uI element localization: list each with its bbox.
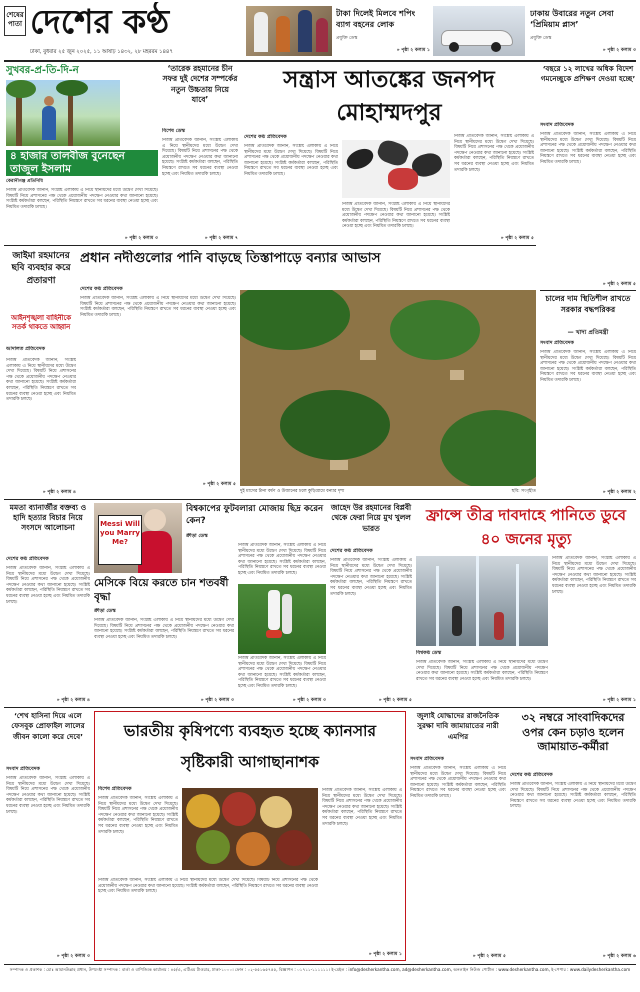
messi-body: নিজস্ব প্রতিবেদক জানান, সংশ্লিষ্ট এলাকায় এ নিয়ে স্থানীয়দের মধ্যে উদ্বেগ দেখা দিয়েছে। বিষয়টি নিয়ে প্রশাসনের পক্ষ থেকে প্রয়োজনীয় পদক্ষেপ নেওয়ার কথা জানানো হয়েছে। সংশ্লিষ্ট কর্মকর্তারা বলছেন, পরিস্থিতি নিয়ন্ত্রণে রাখতে সব ধরনের ব্যবস্থা নেওয়া হচ্ছে এবং নিয়মিত তদারকি চলছে। [94,618,234,640]
chaler-byline: সংবাদ প্রতিবেদক [540,340,574,346]
tarek-byline: বিশেষ ডেস্ক [162,128,185,134]
rule-right-col [540,290,636,291]
page-label: শেষের পাতা [6,11,24,28]
rule-row1 [4,245,536,246]
lead-body-col2: নিজস্ব প্রতিবেদক জানান, সংশ্লিষ্ট এলাকায় এ নিয়ে স্থানীয়দের মধ্যে উদ্বেগ দেখা দিয়েছে। বিষয়টি নিয়ে প্রশাসনের পক্ষ থেকে প্রয়োজনীয় পদক্ষেপ নেওয়ার কথা জানানো হয়েছে। সংশ্লিষ্ট কর্মকর্তারা বলছেন, পরিস্থিতি নিয়ন্ত্রণে রাখতে সব ধরনের ব্যবস্থা নেওয়া হচ্ছে এবং নিয়মিত তদারকি চলছে। [342,202,450,230]
football-byline: ক্রীড়া ডেস্ক [186,533,208,539]
lead-byline: দেশের কণ্ঠ প্রতিবেদক [244,134,287,140]
pesticide-body-col1: নিজস্ব প্রতিবেদক জানান, সংশ্লিষ্ট এলাকায় এ নিয়ে স্থানীয়দের মধ্যে উদ্বেগ দেখা দিয়েছে। বিষয়টি নিয়ে প্রশাসনের পক্ষ থেকে প্রয়োজনীয় পদক্ষেপ নেওয়ার কথা জানানো হয়েছে। সংশ্লিষ্ট কর্মকর্তারা বলছেন, পরিস্থিতি নিয়ন্ত্রণে রাখতে সব ধরনের ব্যবস্থা নেওয়া হচ্ছে এবং নিয়মিত তদারকি চলছে। [98,796,178,835]
messi-byline: ক্রীড়া ডেস্ক [94,608,116,614]
training-more[interactable]: » পৃষ্ঠা ২ কলাম ৫ [602,282,636,287]
sheikh-more[interactable]: » পৃষ্ঠা ২ কলাম ৩ [56,954,90,959]
lead-body-col1: নিজস্ব প্রতিবেদক জানান, সংশ্লিষ্ট এলাকায় এ নিয়ে স্থানীয়দের মধ্যে উদ্বেগ দেখা দিয়েছে। বিষয়টি নিয়ে প্রশাসনের পক্ষ থেকে প্রয়োজনীয় পদক্ষেপ নেওয়ার কথা জানানো হয়েছে। সংশ্লিষ্ট কর্মকর্তারা বলছেন, পরিস্থিতি নিয়ন্ত্রণে রাখতে সব ধরনের ব্যবস্থা নেওয়া হচ্ছে এবং নিয়মিত তদারকি চলছে। [244,144,338,177]
sheikh-byline: সংবাদ প্রতিবেদক [6,766,40,772]
pesticide-body-col3: নিজস্ব প্রতিবেদক জানান, সংশ্লিষ্ট এলাকায় এ নিয়ে স্থানীয়দের মধ্যে উদ্বেগ দেখা দিয়েছে। বিষয়টি নিয়ে প্রশাসনের পক্ষ থেকে প্রয়োজনীয় পদক্ষেপ নেওয়ার কথা জানানো হয়েছে। সংশ্লিষ্ট কর্মকর্তারা বলছেন, পরিস্থিতি নিয়ন্ত্রণে রাখতে সব ধরনের ব্যবস্থা নেওয়া হচ্ছে এবং নিয়মিত তদারকি চলছে। [98,878,318,895]
zaima-byline: আদালত প্রতিবেদক [6,346,45,352]
football-body: নিজস্ব প্রতিবেদক জানান, সংশ্লিষ্ট এলাকায় এ নিয়ে স্থানীয়দের মধ্যে উদ্বেগ দেখা দিয়েছে। বিষয়টি নিয়ে প্রশাসনের পক্ষ থেকে প্রয়োজনীয় পদক্ষেপ নেওয়ার কথা জানানো হয়েছে। সংশ্লিষ্ট কর্মকর্তারা বলছেন, পরিস্থিতি নিয়ন্ত্রণে রাখতে সব ধরনের ব্যবস্থা নেওয়া হচ্ছে এবং নিয়মিত তদারকি চলছে। [238,543,326,576]
pesticide-more[interactable]: » পৃষ্ঠা ২ কলাম ১ [368,952,402,957]
flood-more[interactable]: » পৃষ্ঠা ২ কলাম ৫ [202,482,236,487]
teaser1-headline[interactable]: টাকা দিলেই মিলবে শপিং ব্যাগ বহনের লোক [336,9,416,29]
chaler-sub: — খাদ্য প্রতিমন্ত্রী [567,329,609,336]
pesticide-headline[interactable]: ভারতীয় কৃষিপণ্যে ব্যবহৃত হচ্ছে ক্যানসার সৃষ্টিকারী আগাছানাশক [123,722,377,771]
france-body-col1: নিজস্ব প্রতিবেদক জানান, সংশ্লিষ্ট এলাকায় এ নিয়ে স্থানীয়দের মধ্যে উদ্বেগ দেখা দিয়েছে। বিষয়টি নিয়ে প্রশাসনের পক্ষ থেকে প্রয়োজনীয় পদক্ষেপ নেওয়ার কথা জানানো হয়েছে। সংশ্লিষ্ট কর্মকর্তারা বলছেন, পরিস্থিতি নিয়ন্ত্রণে রাখতে সব ধরনের ব্যবস্থা নেওয়া হচ্ছে এবং নিয়মিত তদারকি চলছে। [416,660,548,682]
messi-headline[interactable]: মেসিকে বিয়ে করতে চান শতবর্ষী বৃদ্ধা [94,577,229,603]
lead-headline[interactable]: সন্ত্রাস আতঙ্কের জনপদ মোহাম্মদপুর [283,67,495,126]
teaser2-photo [433,6,525,56]
zaima-more[interactable]: » পৃষ্ঠা ২ কলাম ৪ [42,490,76,495]
july-body: নিজস্ব প্রতিবেদক জানান, সংশ্লিষ্ট এলাকায় এ নিয়ে স্থানীয়দের মধ্যে উদ্বেগ দেখা দিয়েছে। বিষয়টি নিয়ে প্রশাসনের পক্ষ থেকে প্রয়োজনীয় পদক্ষেপ নেওয়ার কথা জানানো হয়েছে। সংশ্লিষ্ট কর্মকর্তারা বলছেন, পরিস্থিতি নিয়ন্ত্রণে রাখতে সব ধরনের ব্যবস্থা নেওয়া হচ্ছে এবং নিয়মিত তদারকি চলছে। [410,766,506,799]
football-headline[interactable]: বিশ্বকাপের ফুটবলারা মোজায় ছিদ্র করেন কেন? [186,504,324,526]
zaima-kicker: আইনশৃঙ্খলা বাহিনীকে সতর্ক থাকতে আহ্বান [10,314,72,331]
pesticide-body-col2: নিজস্ব প্রতিবেদক জানান, সংশ্লিষ্ট এলাকায় এ নিয়ে স্থানীয়দের মধ্যে উদ্বেগ দেখা দিয়েছে। বিষয়টি নিয়ে প্রশাসনের পক্ষ থেকে প্রয়োজনীয় পদক্ষেপ নেওয়ার কথা জানানো হয়েছে। সংশ্লিষ্ট কর্মকর্তারা বলছেন, পরিস্থিতি নিয়ন্ত্রণে রাখতে সব ধরনের ব্যবস্থা নেওয়া হচ্ছে এবং নিয়মিত তদারকি চলছে। [322,788,402,827]
football-photo [238,584,326,654]
teaser2-headline[interactable]: ঢাকায় উবারের নতুন সেবা ‘প্রিমিয়াম প্লাস’ [530,9,614,29]
lead-body-col3: নিজস্ব প্রতিবেদক জানান, সংশ্লিষ্ট এলাকায় এ নিয়ে স্থানীয়দের মধ্যে উদ্বেগ দেখা দিয়েছে। বিষয়টি নিয়ে প্রশাসনের পক্ষ থেকে প্রয়োজনীয় পদক্ষেপ নেওয়ার কথা জানানো হয়েছে। সংশ্লিষ্ট কর্মকর্তারা বলছেন, পরিস্থিতি নিয়ন্ত্রণে রাখতে সব ধরনের ব্যবস্থা নেওয়া হচ্ছে এবং নিয়মিত তদারকি চলছে। [454,134,534,173]
jamaat-byline: দেশের কণ্ঠ প্রতিবেদক [510,772,553,778]
sukhobor-banner: সুখবর-প্র-তি-দি-ন [6,65,79,76]
france-photo [416,556,548,646]
dateline: ঢাকা, বুধবার ২৫ জুন ২০২৫, ১১ আষাঢ় ১৪৩২, ২৮ মহররম ১৪৪৭ [30,49,173,55]
flood-body: নিজস্ব প্রতিবেদক জানান, সংশ্লিষ্ট এলাকায় এ নিয়ে স্থানীয়দের মধ্যে উদ্বেগ দেখা দিয়েছে। বিষয়টি নিয়ে প্রশাসনের পক্ষ থেকে প্রয়োজনীয় পদক্ষেপ নেওয়ার কথা জানানো হয়েছে। সংশ্লিষ্ট কর্মকর্তারা বলছেন, পরিস্থিতি নিয়ন্ত্রণে রাখতে সব ধরনের ব্যবস্থা নেওয়া হচ্ছে এবং নিয়মিত তদারকি চলছে। [80,296,236,318]
lead-more[interactable]: » পৃষ্ঠা ২ কলাম ৫ [500,236,534,241]
rule-row2 [4,499,636,500]
training-headline[interactable]: ‘বছরে ১২ লাখের অধিক বিদেশ গমনেচ্ছুকে প্রশিক্ষণ দেওয়া হচ্ছে’ [540,64,636,83]
flood-headline[interactable]: প্রধান নদীগুলোর পানি বাড়ছে তিস্তাপাড়ে বন্যার আভাস [80,250,381,266]
rule-row3 [4,707,636,708]
page-label-box [4,6,26,36]
pesticide-photo [182,788,318,870]
france-more[interactable]: » পৃষ্ঠা ২ কলাম ১ [602,698,636,703]
zaima-headline[interactable]: জাইমা রহমানের ছবি ব্যবহার করে প্রতারণা [11,251,71,286]
sheikh-headline[interactable]: ‘শেখ হাসিনা দিয়ে এলে ফেসবুক প্রোফাইল লালের জীবন কালো করে দেবে’ [11,711,85,741]
messi-placard: Messi Will you Marry Me? [98,515,142,565]
tarek-body: নিজস্ব প্রতিবেদক জানান, সংশ্লিষ্ট এলাকায় এ নিয়ে স্থানীয়দের মধ্যে উদ্বেগ দেখা দিয়েছে। বিষয়টি নিয়ে প্রশাসনের পক্ষ থেকে প্রয়োজনীয় পদক্ষেপ নেওয়ার কথা জানানো হয়েছে। সংশ্লিষ্ট কর্মকর্তারা বলছেন, পরিস্থিতি নিয়ন্ত্রণে রাখতে সব ধরনের ব্যবস্থা নেওয়া হচ্ছে এবং নিয়মিত তদারকি চলছে। [162,138,238,177]
flood-photo [240,290,536,486]
mamata-more[interactable]: » পৃষ্ঠা ২ কলাম ৪ [56,698,90,703]
lead-photo [342,140,450,198]
teaser1-more[interactable]: » পৃষ্ঠা ২ কলাম ১ [396,48,430,53]
flood-caption: দুই মাসের টানা বর্ষণ ও উজানের ঢলে কুড়িগ্রামে বন্যার দৃশ্য [240,489,345,494]
chaler-headline[interactable]: চালের দাম স্থিতিশীল রাখতে সরকার বদ্ধপরিকর [545,294,631,314]
france-body-col2: নিজস্ব প্রতিবেদক জানান, সংশ্লিষ্ট এলাকায় এ নিয়ে স্থানীয়দের মধ্যে উদ্বেগ দেখা দিয়েছে। বিষয়টি নিয়ে প্রশাসনের পক্ষ থেকে প্রয়োজনীয় পদক্ষেপ নেওয়ার কথা জানানো হয়েছে। সংশ্লিষ্ট কর্মকর্তারা বলছেন, পরিস্থিতি নিয়ন্ত্রণে রাখতে সব ধরনের ব্যবস্থা নেওয়া হচ্ছে এবং নিয়মিত তদারকি চলছে। [552,556,636,595]
masthead-title: দেশের কণ্ঠ [30,2,170,41]
teaser1-tag: প্রযুক্তি ডেস্ক [336,36,358,41]
footer-rule [4,964,636,965]
zaima-body: নিজস্ব প্রতিবেদক জানান, সংশ্লিষ্ট এলাকায় এ নিয়ে স্থানীয়দের মধ্যে উদ্বেগ দেখা দিয়েছে। বিষয়টি নিয়ে প্রশাসনের পক্ষ থেকে প্রয়োজনীয় পদক্ষেপ নেওয়ার কথা জানানো হয়েছে। সংশ্লিষ্ট কর্মকর্তারা বলছেন, পরিস্থিতি নিয়ন্ত্রণে রাখতে সব ধরনের ব্যবস্থা নেওয়া হচ্ছে এবং নিয়মিত তদারকি চলছে। [6,358,76,403]
masthead-rule [4,60,636,62]
teaser1-photo [246,6,332,56]
pesticide-byline: বিশেষ প্রতিবেদক [98,786,132,792]
july-headline[interactable]: জুলাই যোদ্ধাদের রাজনৈতিক সুরক্ষা দাবি জামায়াতের নারী এমপির [417,711,499,741]
chaler-body: নিজস্ব প্রতিবেদক জানান, সংশ্লিষ্ট এলাকায় এ নিয়ে স্থানীয়দের মধ্যে উদ্বেগ দেখা দিয়েছে। বিষয়টি নিয়ে প্রশাসনের পক্ষ থেকে প্রয়োজনীয় পদক্ষেপ নেওয়ার কথা জানানো হয়েছে। সংশ্লিষ্ট কর্মকর্তারা বলছেন, পরিস্থিতি নিয়ন্ত্রণে রাখতে সব ধরনের ব্যবস্থা নেওয়া হচ্ছে এবং নিয়মিত তদারকি চলছে। [540,350,636,383]
training-body: নিজস্ব প্রতিবেদক জানান, সংশ্লিষ্ট এলাকায় এ নিয়ে স্থানীয়দের মধ্যে উদ্বেগ দেখা দিয়েছে। বিষয়টি নিয়ে প্রশাসনের পক্ষ থেকে প্রয়োজনীয় পদক্ষেপ নেওয়ার কথা জানানো হয়েছে। সংশ্লিষ্ট কর্মকর্তারা বলছেন, পরিস্থিতি নিয়ন্ত্রণে রাখতে সব ধরনের ব্যবস্থা নেওয়া হচ্ছে এবং নিয়মিত তদারকি চলছে। [540,132,636,165]
messi-photo [94,503,182,573]
flood-byline: দেশের কণ্ঠ প্রতিবেদক [80,286,123,292]
teaser2-tag: প্রযুক্তি ডেস্ক [530,36,552,41]
jahed-byline: দেশের কণ্ঠ প্রতিবেদক [330,548,373,554]
jahed-headline[interactable]: জাহেদ উর রহমানের বিপ্লবী থেকে ফেরা নিয়ে মুখ খুলল ভারত [330,503,412,533]
france-byline: বিশ্বকণ্ঠ ডেস্ক [416,650,442,656]
tarek-headline[interactable]: ‘তারেক রহমানের চীন সফর দুই দেশের সম্পর্কের নতুন উচ্চতায় নিয়ে যাবে’ [162,64,238,104]
sukhobor-more[interactable]: » পৃষ্ঠা ২ কলাম ৩ [124,236,158,241]
july-more[interactable]: » পৃষ্ঠা ২ কলাম ৫ [472,954,506,959]
july-byline: সংবাদ প্রতিবেদক [410,756,444,762]
mamata-body: নিজস্ব প্রতিবেদক জানান, সংশ্লিষ্ট এলাকায় এ নিয়ে স্থানীয়দের মধ্যে উদ্বেগ দেখা দিয়েছে। বিষয়টি নিয়ে প্রশাসনের পক্ষ থেকে প্রয়োজনীয় পদক্ষেপ নেওয়ার কথা জানানো হয়েছে। সংশ্লিষ্ট কর্মকর্তারা বলছেন, পরিস্থিতি নিয়ন্ত্রণে রাখতে সব ধরনের ব্যবস্থা নেওয়া হচ্ছে এবং নিয়মিত তদারকি চলছে। [6,566,90,605]
mamata-byline: দেশের কণ্ঠ প্রতিবেদক [6,556,49,562]
jahed-more[interactable]: » পৃষ্ঠা ২ কলাম ৫ [378,698,412,703]
jamaat-headline[interactable]: ৩২ নম্বরে সাংবাদিকদের ওপর কেন চড়াও হলেন জামায়াত-কর্মীরা [521,711,625,753]
sukhobor-byline: কেরানীগঞ্জ প্রতিনিধি [6,179,43,184]
teaser2-more[interactable]: » পৃষ্ঠা ২ কলাম ৩ [602,48,636,53]
messi-more[interactable]: » পৃষ্ঠা ২ কলাম ৩ [200,698,234,703]
tarek-more[interactable]: » পৃষ্ঠা ২ কলাম ৭ [204,236,238,241]
training-byline: সংবাদ প্রতিবেদক [540,122,574,128]
sukhobor-body: নিজস্ব প্রতিবেদক জানান, সংশ্লিষ্ট এলাকায় এ নিয়ে স্থানীয়দের মধ্যে উদ্বেগ দেখা দিয়েছে। বিষয়টি নিয়ে প্রশাসনের পক্ষ থেকে প্রয়োজনীয় পদক্ষেপ নেওয়ার কথা জানানো হয়েছে। সংশ্লিষ্ট কর্মকর্তারা বলছেন, পরিস্থিতি নিয়ন্ত্রণে রাখতে সব ধরনের ব্যবস্থা নেওয়া হচ্ছে এবং নিয়মিত তদারকি চলছে। [6,188,158,210]
sukhobor-photo [6,80,120,146]
chaler-more[interactable]: » পৃষ্ঠা ২ কলাম ২ [602,490,636,495]
mamata-headline[interactable]: মমতা ব্যানার্জীর বক্তব্য ও হাদি হত্যার বিচার নিয়ে সংসদে আলোচনা [9,503,87,532]
football-body2: নিজস্ব প্রতিবেদক জানান, সংশ্লিষ্ট এলাকায় এ নিয়ে স্থানীয়দের মধ্যে উদ্বেগ দেখা দিয়েছে। বিষয়টি নিয়ে প্রশাসনের পক্ষ থেকে প্রয়োজনীয় পদক্ষেপ নেওয়ার কথা জানানো হয়েছে। সংশ্লিষ্ট কর্মকর্তারা বলছেন, পরিস্থিতি নিয়ন্ত্রণে রাখতে সব ধরনের ব্যবস্থা নেওয়া হচ্ছে এবং নিয়মিত তদারকি চলছে। [238,656,326,689]
jamaat-body: নিজস্ব প্রতিবেদক জানান, সংশ্লিষ্ট এলাকায় এ নিয়ে স্থানীয়দের মধ্যে উদ্বেগ দেখা দিয়েছে। বিষয়টি নিয়ে প্রশাসনের পক্ষ থেকে প্রয়োজনীয় পদক্ষেপ নেওয়ার কথা জানানো হয়েছে। সংশ্লিষ্ট কর্মকর্তারা বলছেন, পরিস্থিতি নিয়ন্ত্রণে রাখতে সব ধরনের ব্যবস্থা নেওয়া হচ্ছে এবং নিয়মিত তদারকি চলছে। [510,782,636,810]
jamaat-more[interactable]: » পৃষ্ঠা ২ কলাম ৬ [602,954,636,959]
football-more[interactable]: » পৃষ্ঠা ২ কলাম ৩ [292,698,326,703]
france-headline[interactable]: ফ্রান্সে তীব্র দাবদাহে পানিতে ডুবে ৪০ জনের মৃত্যু [425,506,626,548]
jahed-body: নিজস্ব প্রতিবেদক জানান, সংশ্লিষ্ট এলাকায় এ নিয়ে স্থানীয়দের মধ্যে উদ্বেগ দেখা দিয়েছে। বিষয়টি নিয়ে প্রশাসনের পক্ষ থেকে প্রয়োজনীয় পদক্ষেপ নেওয়ার কথা জানানো হয়েছে। সংশ্লিষ্ট কর্মকর্তারা বলছেন, পরিস্থিতি নিয়ন্ত্রণে রাখতে সব ধরনের ব্যবস্থা নেওয়া হচ্ছে এবং নিয়মিত তদারকি চলছে। [330,558,412,597]
sheikh-body: নিজস্ব প্রতিবেদক জানান, সংশ্লিষ্ট এলাকায় এ নিয়ে স্থানীয়দের মধ্যে উদ্বেগ দেখা দিয়েছে। বিষয়টি নিয়ে প্রশাসনের পক্ষ থেকে প্রয়োজনীয় পদক্ষেপ নেওয়ার কথা জানানো হয়েছে। সংশ্লিষ্ট কর্মকর্তারা বলছেন, পরিস্থিতি নিয়ন্ত্রণে রাখতে সব ধরনের ব্যবস্থা নেওয়া হচ্ছে এবং নিয়মিত তদারকি চলছে। [6,776,90,815]
footer-imprint: সম্পাদক ও প্রকাশক : মোঃ আমানউল্লাহ প্রধান, উপদেষ্টা সম্পাদক : বার্তা ও বাণিজ্যিক কার্যালয় : ৪৫/এ, এটিএম টাওয়ার, ঢাকা-১০০০। ফোন : ০২-৫৫১৬৫৭৫৫, বিজ্ঞাপন : ০১৭১১-১১১১১১। ই-মেইল : info@desherkantha.com, ad@desherkantha.com, অনলাইন নিউজ পোর্টাল : www.desherkantha.com, ই-পেপার : www.dailydesherkantha.com [9,967,631,972]
flood-credit: ছবি: সংগৃহীত [511,489,536,494]
sukhobor-headline[interactable]: ৪ হাজার তালবীজ বুনেছেন তাজুল ইসলাম [6,150,158,176]
